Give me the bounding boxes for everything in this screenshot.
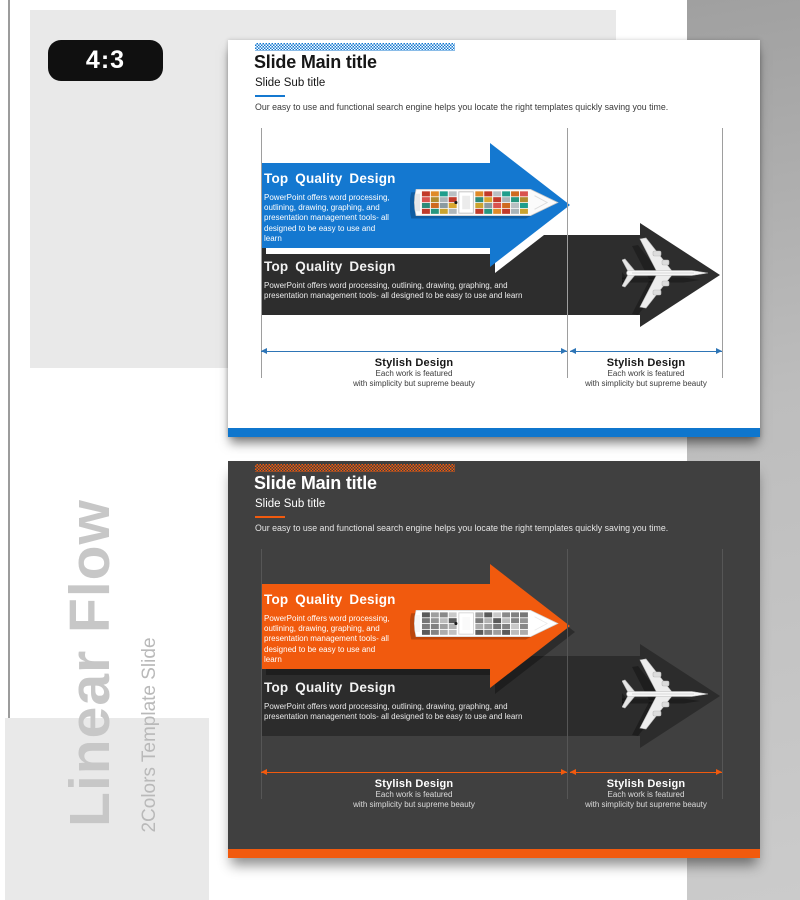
footer-line: with simplicity but supreme beauty xyxy=(585,799,707,809)
dimension-line-left xyxy=(261,772,567,773)
guide-line-left xyxy=(261,549,262,799)
footer-block-right xyxy=(570,357,722,389)
guide-line-right xyxy=(722,549,723,799)
aspect-ratio-badge[interactable]: 4:3 xyxy=(48,40,163,81)
slide-main-title: Slide Main title xyxy=(254,473,377,493)
primary-arrow-title: Top Quality Design xyxy=(264,592,396,607)
footer-line: Each work is featured xyxy=(375,369,453,378)
footer-line: with simplicity but supreme beauty xyxy=(585,378,707,388)
secondary-arrow-title: Top Quality Design xyxy=(264,680,396,695)
dimension-line-right xyxy=(570,351,722,352)
footer-line: Each work is featured xyxy=(375,790,453,799)
footer-title: Stylish Design xyxy=(374,357,454,369)
guide-line-right xyxy=(722,128,723,378)
footer-line: Each work is featured xyxy=(607,369,685,378)
ship-icon xyxy=(410,607,562,640)
slide-preview-dark[interactable] xyxy=(228,461,760,858)
watermark-title: Linear Flow xyxy=(58,499,122,827)
dimension-line-right xyxy=(570,772,722,773)
footer-title: Stylish Design xyxy=(606,357,686,369)
guide-line-middle xyxy=(567,128,568,378)
secondary-arrow-text: PowerPoint offers word processing, outlining, drawing, graphing, and presentation management tools- all designed to be easy to use and learn xyxy=(264,702,523,722)
footer-block-left xyxy=(261,778,567,810)
slide-description: Our easy to use and functional search engine helps you locate the right templates quickly saving you time. xyxy=(255,102,669,112)
footer-block-left xyxy=(261,357,567,389)
primary-arrow-title: Top Quality Design xyxy=(264,171,396,186)
footer-line: Each work is featured xyxy=(607,790,685,799)
guide-line-left xyxy=(261,128,262,378)
slide-sub-title: Slide Sub title xyxy=(255,498,326,510)
ship-icon xyxy=(410,186,562,219)
watermark-subtitle: 2Colors Template Slide xyxy=(139,637,160,833)
footer-line: with simplicity but supreme beauty xyxy=(353,378,475,388)
slide-main-title: Slide Main title xyxy=(254,52,377,72)
guide-line-middle xyxy=(567,549,568,799)
primary-arrow-text: PowerPoint offers word processing, outlining, drawing, graphing, and presentation management tools- all designed to be easy to use and learn xyxy=(264,614,390,664)
sheet-edge-line xyxy=(8,0,10,718)
footer-block-right xyxy=(570,778,722,810)
slide-sub-title: Slide Sub title xyxy=(255,77,326,89)
dimension-line-left xyxy=(261,351,567,352)
slide-description: Our easy to use and functional search engine helps you locate the right templates quickly saving you time. xyxy=(255,523,669,533)
footer-line: with simplicity but supreme beauty xyxy=(353,799,475,809)
footer-title: Stylish Design xyxy=(374,778,454,790)
slide-preview-light[interactable] xyxy=(228,40,760,437)
footer-title: Stylish Design xyxy=(606,778,686,790)
primary-arrow-text: PowerPoint offers word processing, outlining, drawing, graphing, and presentation management tools- all designed to be easy to use and learn xyxy=(264,193,390,243)
secondary-arrow-title: Top Quality Design xyxy=(264,259,396,274)
secondary-arrow-text: PowerPoint offers word processing, outlining, drawing, graphing, and presentation management tools- all designed to be easy to use and learn xyxy=(264,281,523,301)
